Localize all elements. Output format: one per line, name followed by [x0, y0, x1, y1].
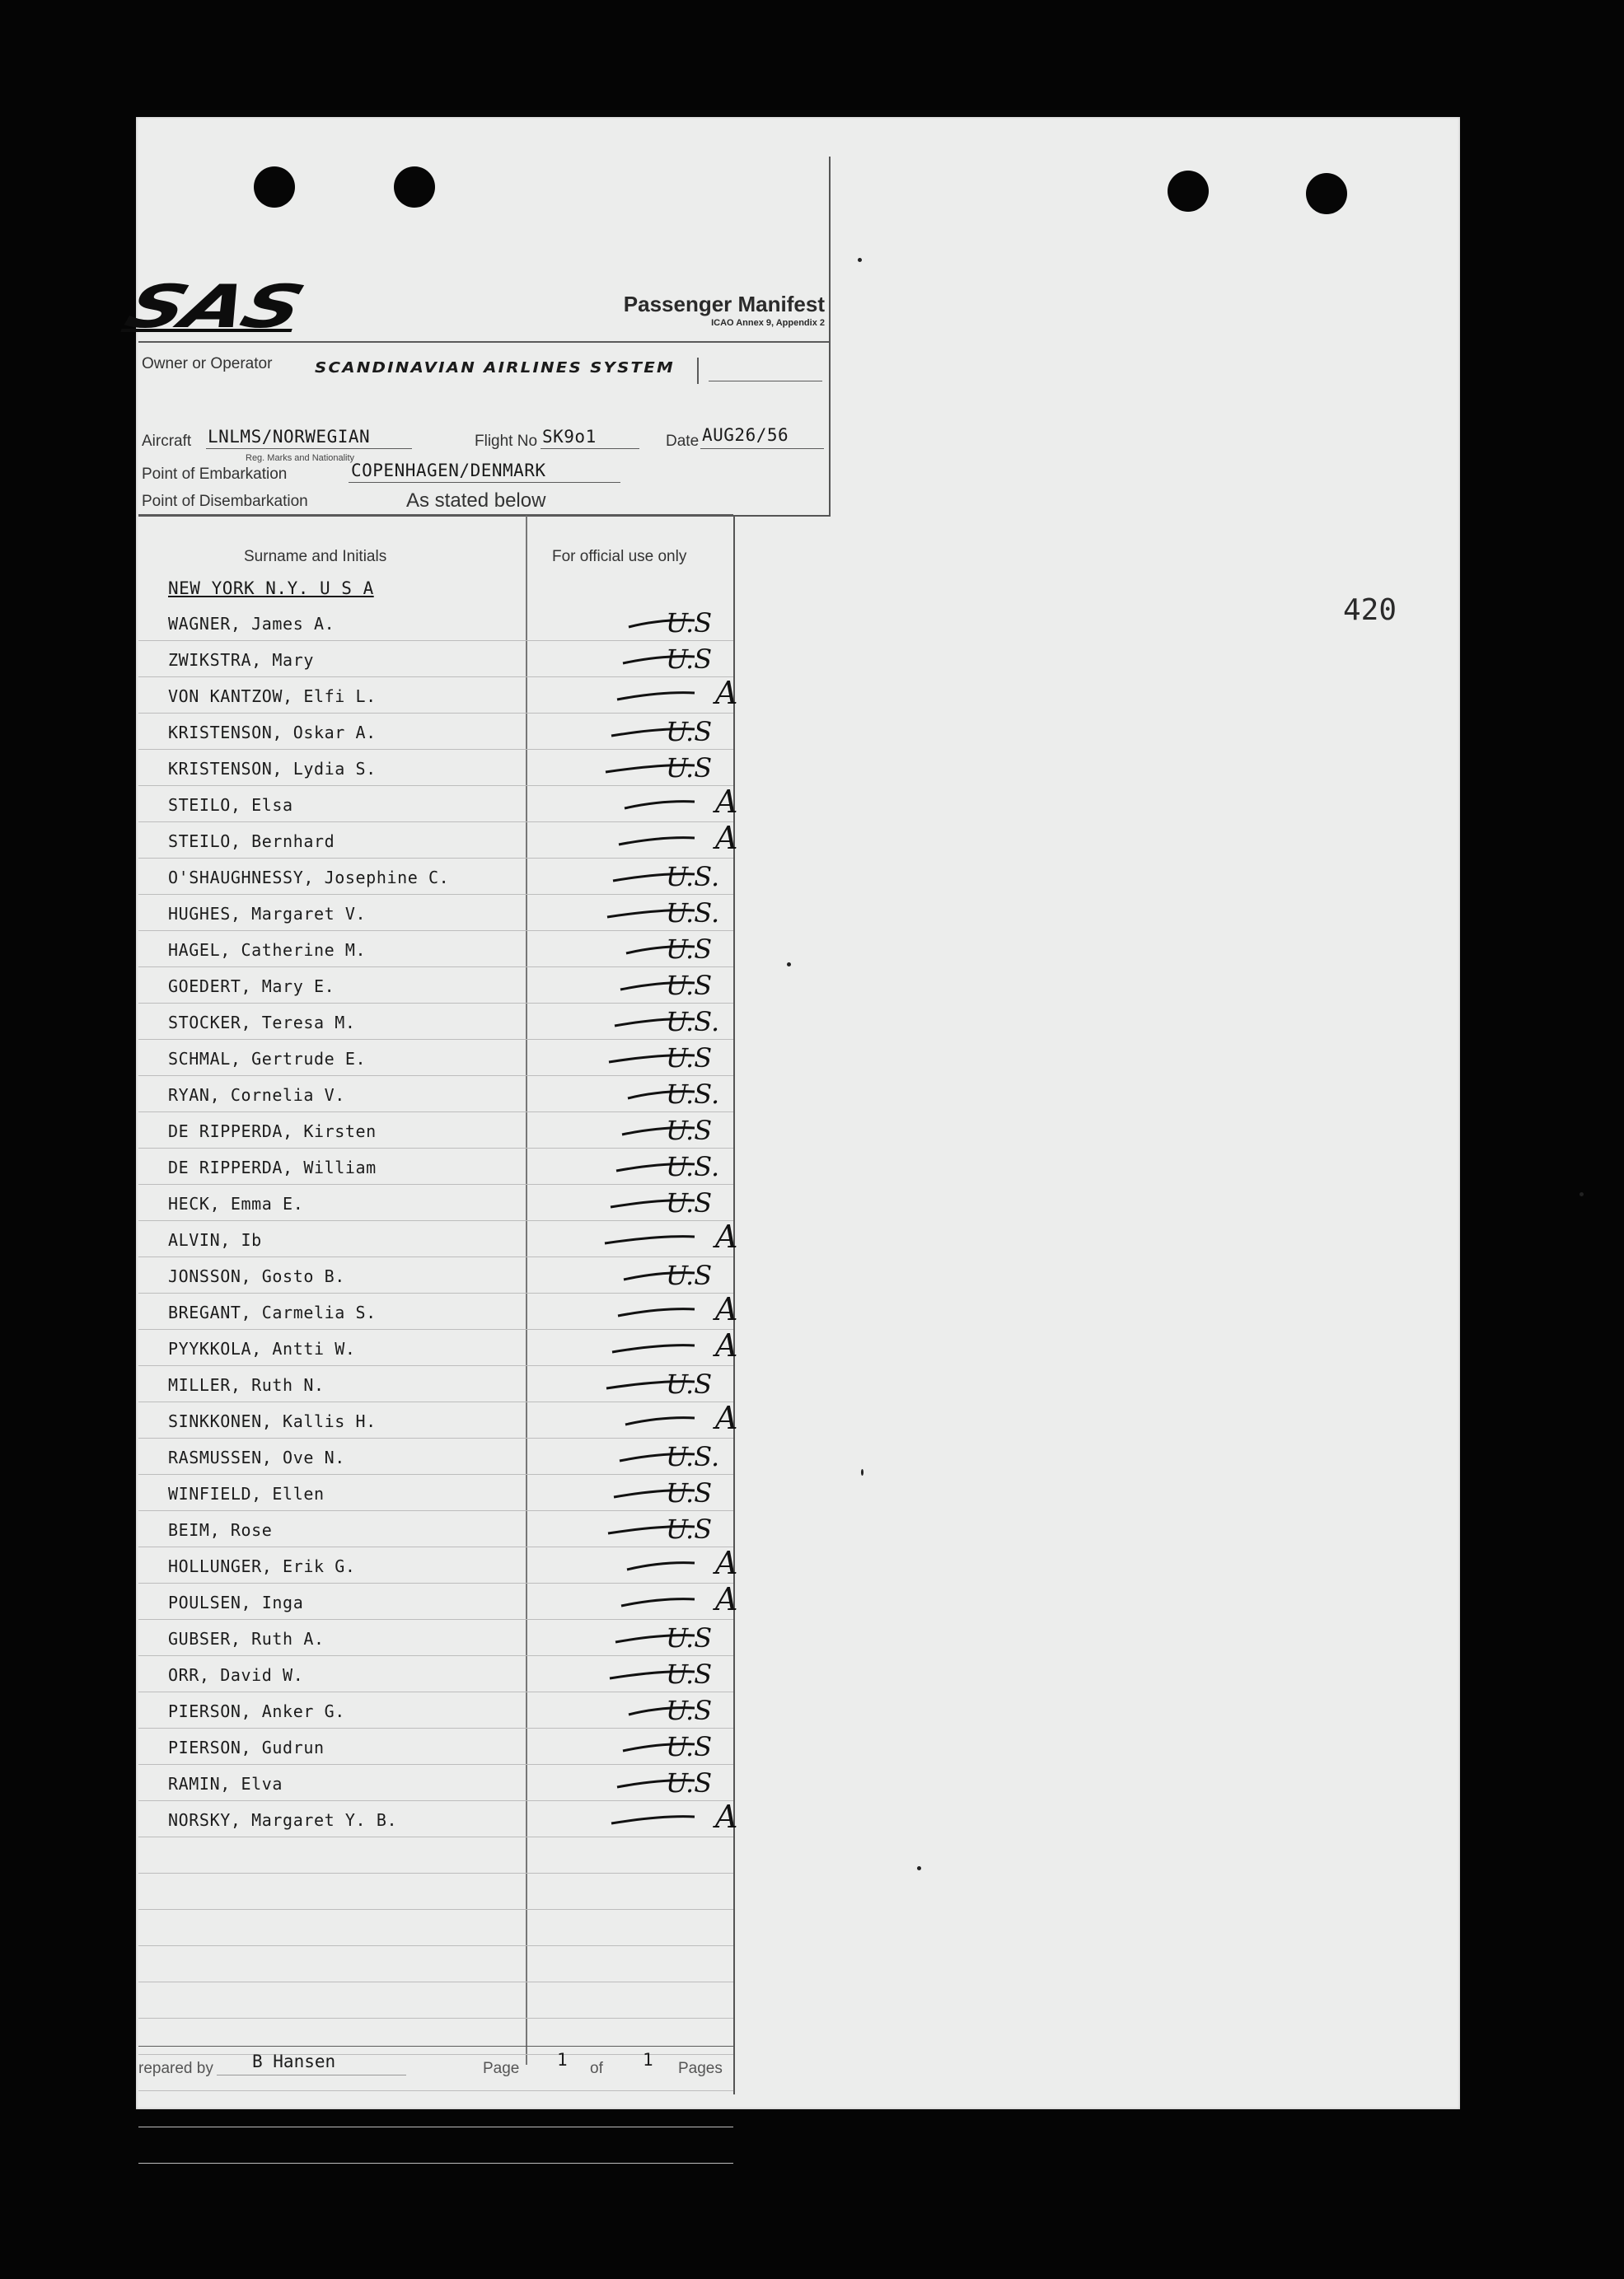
aircraft-label: Aircraft — [142, 433, 192, 450]
manifest-subtitle: ICAO Annex 9, Appendix 2 — [711, 318, 825, 328]
list-item — [138, 713, 733, 750]
list-item — [138, 1581, 738, 1620]
pages-label: Pages — [678, 2060, 723, 2077]
list-item — [138, 604, 733, 641]
speck — [861, 1469, 863, 1476]
list-item — [138, 1438, 733, 1475]
column-header-official: For official use only — [552, 548, 687, 565]
aircraft-note: Reg. Marks and Nationality — [246, 453, 355, 463]
disembarkation-label: Point of Disembarkation — [142, 493, 308, 510]
official-mark: U.S — [666, 1622, 713, 1654]
official-mark: U.S — [666, 607, 713, 639]
list-item — [138, 1291, 738, 1330]
official-mark: U.S — [666, 1042, 713, 1074]
passenger-name: GUBSER, Ruth A. — [168, 1629, 325, 1649]
list-item — [138, 1799, 738, 1837]
list-item — [138, 2090, 733, 2127]
speck — [917, 1866, 921, 1870]
passenger-name: RYAN, Cornelia V. — [168, 1085, 345, 1105]
list-item — [138, 1219, 738, 1257]
owner-value: SCANDINAVIAN AIRLINES SYSTEM — [315, 359, 675, 377]
passenger-name: BEIM, Rose — [168, 1520, 273, 1540]
official-mark: U.S — [666, 643, 713, 675]
official-mark: U.S. — [666, 897, 720, 929]
official-mark: U.S — [666, 1514, 713, 1545]
passenger-name: STEILO, Bernhard — [168, 831, 335, 851]
official-mark: U.S — [666, 1187, 713, 1219]
list-item — [138, 820, 738, 859]
passenger-name: O'SHAUGHNESSY, Josephine C. — [168, 868, 450, 887]
official-mark: A — [715, 784, 738, 820]
passenger-name: WINFIELD, Ellen — [168, 1484, 325, 1504]
sas-logo: SAS — [117, 272, 311, 341]
punch-hole — [1168, 171, 1209, 212]
official-check-mark — [530, 1581, 728, 1621]
list-item — [138, 930, 733, 967]
list-item — [138, 2127, 733, 2164]
passenger-name: SINKKONEN, Kallis H. — [168, 1411, 377, 1431]
list-item — [138, 640, 733, 677]
passenger-name: MILLER, Ruth N. — [168, 1375, 325, 1395]
passenger-name: RASMUSSEN, Ove N. — [168, 1448, 345, 1467]
passenger-name: STOCKER, Teresa M. — [168, 1013, 356, 1032]
list-item — [138, 784, 738, 822]
passenger-name: RAMIN, Elva — [168, 1774, 283, 1794]
list-item — [138, 1327, 738, 1366]
disembarkation-value: As stated below — [406, 489, 546, 512]
list-item — [138, 1184, 733, 1221]
list-item — [138, 749, 733, 786]
passenger-name: ORR, David W. — [168, 1665, 304, 1685]
official-check-mark — [530, 1799, 728, 1838]
list-item — [138, 1400, 738, 1439]
list-item — [138, 1075, 733, 1112]
list-item — [138, 1692, 733, 1729]
official-mark: U.S — [666, 1695, 713, 1726]
list-item — [138, 1619, 733, 1656]
passenger-name: ALVIN, Ib — [168, 1230, 262, 1250]
official-mark: U.S — [666, 1477, 713, 1509]
list-item — [138, 1256, 733, 1294]
manifest-title: Passenger Manifest — [623, 292, 825, 316]
list-item — [138, 894, 733, 931]
official-mark: U.S — [666, 716, 713, 747]
passenger-name: KRISTENSON, Lydia S. — [168, 759, 377, 779]
passenger-name: STEILO, Elsa — [168, 795, 293, 815]
passenger-name: VON KANTZOW, Elfi L. — [168, 686, 377, 706]
passenger-name: POULSEN, Inga — [168, 1593, 304, 1612]
official-mark: U.S — [666, 1659, 713, 1690]
speck — [858, 258, 862, 262]
manifest-form — [117, 157, 825, 2094]
list-item — [138, 1365, 733, 1402]
list-item — [138, 966, 733, 1004]
page-label: Page — [483, 2060, 520, 2077]
passenger-name: HOLLUNGER, Erik G. — [168, 1556, 356, 1576]
official-mark: U.S. — [666, 1079, 720, 1110]
list-item — [138, 1510, 733, 1547]
official-mark: U.S. — [666, 1151, 720, 1182]
passenger-name: GOEDERT, Mary E. — [168, 976, 335, 996]
prepared-by-value: B Hansen — [252, 2052, 336, 2071]
official-check-mark — [530, 675, 728, 714]
passenger-name: HAGEL, Catherine M. — [168, 940, 367, 960]
list-item — [138, 1003, 733, 1040]
official-mark: U.S — [666, 752, 713, 784]
official-mark: U.S — [666, 1369, 713, 1400]
owner-label: Owner or Operator — [142, 355, 273, 372]
passenger-name: DE RIPPERDA, William — [168, 1158, 377, 1177]
official-check-mark — [530, 1545, 728, 1584]
passenger-name: PIERSON, Gudrun — [168, 1738, 325, 1757]
official-mark: U.S — [666, 1767, 713, 1799]
official-mark: U.S. — [666, 1441, 720, 1472]
list-item — [138, 1655, 733, 1692]
list-item — [138, 1148, 733, 1185]
destination-heading: NEW YORK N.Y. U S A — [168, 578, 374, 598]
official-mark: A — [715, 1327, 738, 1364]
list-item — [138, 1474, 733, 1511]
official-check-mark — [530, 1219, 728, 1258]
passenger-name: PIERSON, Anker G. — [168, 1701, 345, 1721]
official-check-mark — [530, 784, 728, 823]
aircraft-value: LNLMS/NORWEGIAN — [208, 427, 371, 447]
passenger-name: WAGNER, James A. — [168, 614, 335, 634]
official-mark: U.S. — [666, 861, 720, 892]
official-check-mark — [530, 820, 728, 859]
page-value: 1 — [557, 2050, 568, 2070]
passenger-name: DE RIPPERDA, Kirsten — [168, 1121, 377, 1141]
official-check-mark — [530, 1400, 728, 1439]
column-header-names: Surname and Initials — [244, 548, 387, 565]
passenger-name: SCHMAL, Gertrude E. — [168, 1049, 367, 1069]
official-mark: U.S — [666, 1260, 713, 1291]
of-label: of — [590, 2060, 603, 2077]
list-item — [138, 1945, 733, 1982]
speck — [787, 962, 791, 966]
official-mark: U.S — [666, 970, 713, 1001]
official-mark: A — [715, 675, 738, 711]
embarkation-value: COPENHAGEN/DENMARK — [351, 461, 546, 480]
passenger-name: HECK, Emma E. — [168, 1194, 304, 1214]
embarkation-label: Point of Embarkation — [142, 466, 288, 483]
list-item — [138, 675, 738, 714]
official-mark: U.S. — [666, 1006, 720, 1037]
official-mark: A — [715, 820, 738, 856]
passenger-name: KRISTENSON, Oskar A. — [168, 723, 377, 742]
date-value: AUG26/56 — [702, 425, 789, 445]
official-mark: U.S — [666, 1115, 713, 1146]
passenger-name: NORSKY, Margaret Y. B. — [168, 1810, 398, 1830]
official-mark: A — [715, 1799, 738, 1835]
official-mark: A — [715, 1219, 738, 1255]
of-value: 1 — [643, 2050, 653, 2070]
passenger-name: HUGHES, Margaret V. — [168, 904, 367, 924]
list-item — [138, 1728, 733, 1765]
page-annotation: 420 — [1343, 593, 1397, 627]
official-mark: A — [715, 1581, 738, 1617]
punch-hole — [1306, 173, 1347, 214]
passenger-name: BREGANT, Carmelia S. — [168, 1303, 377, 1322]
date-label: Date — [666, 433, 700, 450]
list-item — [138, 1764, 733, 1801]
official-mark: A — [715, 1545, 738, 1581]
official-mark: A — [715, 1291, 738, 1327]
list-item — [138, 1837, 733, 1874]
official-mark: A — [715, 1400, 738, 1436]
passenger-name: JONSSON, Gosto B. — [168, 1266, 345, 1286]
list-item — [138, 1545, 738, 1584]
flight-label: Flight No — [475, 433, 538, 450]
list-item — [138, 1909, 733, 1946]
flight-value: SK9o1 — [542, 427, 597, 447]
list-item — [138, 1873, 733, 1910]
list-item — [138, 858, 733, 895]
list-item — [138, 1039, 733, 1076]
speck — [1580, 1192, 1584, 1196]
official-check-mark — [530, 1291, 728, 1331]
list-item — [138, 1111, 733, 1149]
official-check-mark — [530, 1327, 728, 1367]
passenger-name: ZWIKSTRA, Mary — [168, 650, 314, 670]
passenger-name: PYYKKOLA, Antti W. — [168, 1339, 356, 1359]
official-mark: U.S — [666, 934, 713, 965]
list-item — [138, 1982, 733, 2019]
prepared-by-label: repared by — [138, 2060, 213, 2077]
official-mark: U.S — [666, 1731, 713, 1762]
